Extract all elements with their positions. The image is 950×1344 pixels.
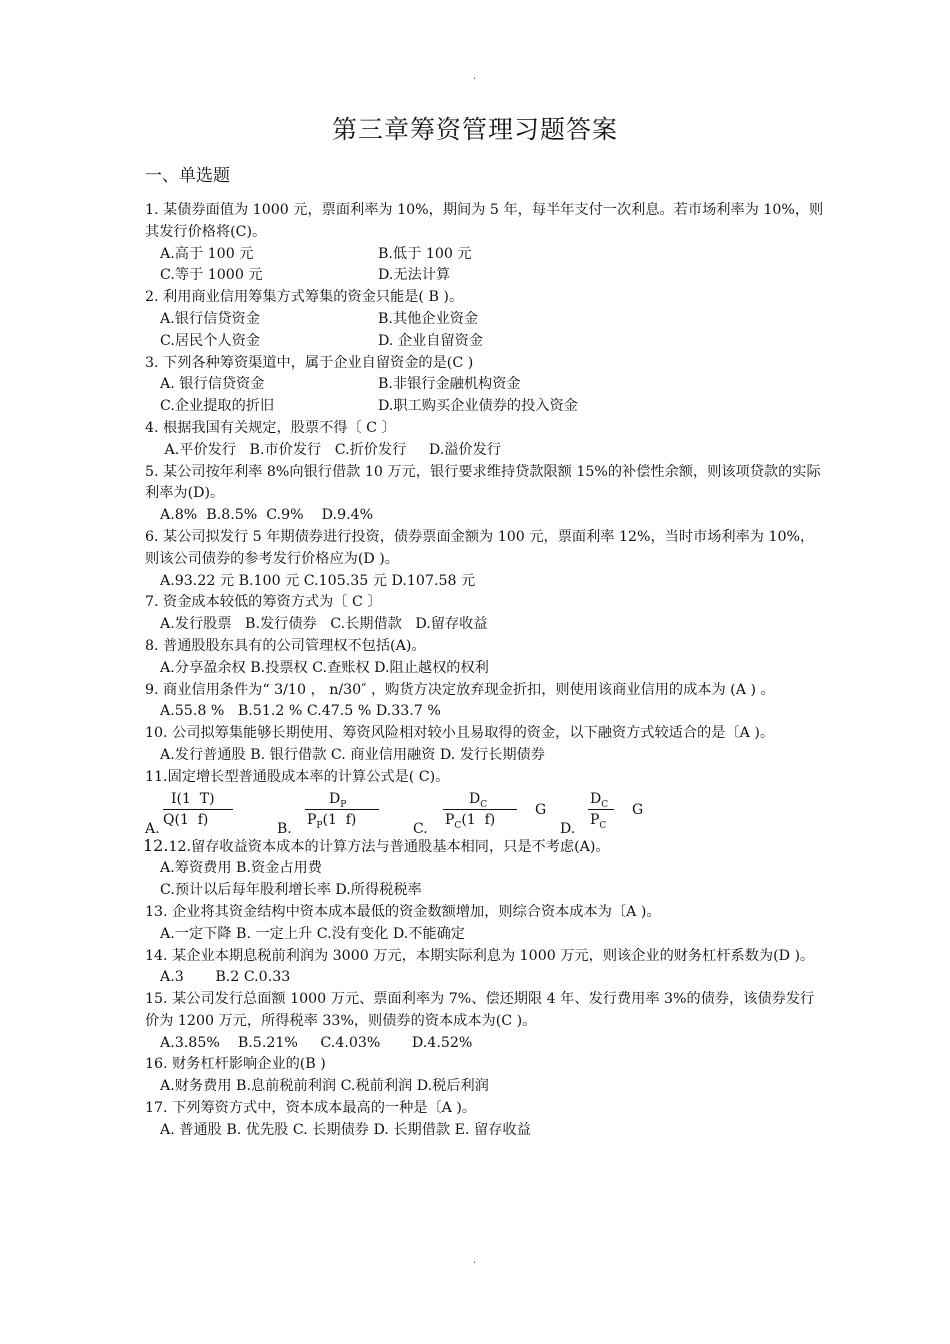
question-12-options-cd: C.预计以后每年股利增长率 D.所得税税率	[160, 882, 422, 899]
question-1-options-cd: C.等于 1000 元 D.无法计算	[160, 267, 451, 284]
section-heading: 一、单选题	[145, 166, 230, 186]
question-2-options-ab: A.银行信贷资金 B.其他企业资金	[160, 310, 479, 327]
question-2: 2. 利用商业信用筹集方式筹集的资金只能是( B )。	[145, 289, 464, 306]
question-4: 4. 根据我国有关规定，股票不得〔 C 〕	[145, 419, 396, 436]
question-2-options-cd: C.居民个人资金 D. 企业自留资金	[160, 332, 484, 349]
question-11: 11.固定增长型普通股成本率的计算公式是( C)。	[145, 768, 450, 785]
question-15-options: A.3.85% B.5.21% C.4.03% D.4.52%	[160, 1034, 473, 1051]
footer-dot: ·	[473, 1258, 477, 1269]
question-12-options-ab: A.筹资费用 B.资金占用费	[160, 860, 322, 877]
question-10-options: A.发行普通股 B. 银行借款 C. 商业信用融资 D. 发行长期债券	[160, 746, 545, 763]
question-6-options: A.93.22 元 B.100 元 C.105.35 元 D.107.58 元	[160, 572, 476, 589]
question-list	[145, 200, 825, 1142]
question-12: 12.12.留存收益资本成本的计算方法与普通股基本相同，只是不考虑(A)。	[143, 835, 610, 855]
question-17: 17. 下列筹资方式中，资本成本最高的一种是〔A )。	[145, 1100, 477, 1117]
question-6: 6. 某公司拟发行 5 年期债券进行投资，债券票面金额为 100 元，票面利率 12%，当时市场利率为 10%，则该公司债券的参考发行价格应为(D )。	[145, 528, 815, 567]
question-16: 16. 财务杠杆影响企业的(B )	[145, 1056, 326, 1073]
question-7: 7. 资金成本较低的筹资方式为〔 C 〕	[145, 594, 382, 611]
question-8-options: A.分享盈余权 B.投票权 C.查账权 D.阻止越权的权利	[160, 659, 489, 676]
question-15: 15. 某公司发行总面额 1000 万元、票面利率为 7%、偿还期限 4 年、发行费用率 3%的债券，该债券发行价为 1200 万元，所得税率 33%，则债券的资本成本为(C )。	[145, 991, 815, 1029]
question-16-options: A.财务费用 B.息前税前利润 C.税前利润 D.税后利润	[160, 1078, 489, 1095]
header-dot: ·	[473, 74, 477, 85]
question-9-options: A.55.8 % B.51.2 % C.47.5 % D.33.7 %	[160, 703, 441, 720]
question-7-options: A.发行股票 B.发行债券 C.长期借款 D.留存收益	[160, 616, 488, 633]
question-1: 1. 某债券面值为 1000 元，票面利率为 10%，期间为 5 年，每半年支付一次利息。若市场利率为 10%，则其发行价格将(C)。	[145, 202, 824, 240]
question-5-options: A.8% B.8.5% C.9% D.9.4%	[160, 507, 374, 524]
question-14-options: A.3 B.2 C.0.33	[160, 969, 291, 986]
question-9: 9. 商业信用条件为“ 3/10 ， n/30″ ，购货方决定放弃现金折扣，则使用该商业信用的成本为 (A ) 。	[145, 681, 775, 698]
question-13-options: A.一定下降 B. 一定上升 C.没有变化 D.不能确定	[160, 925, 465, 942]
question-13: 13. 企业将其资金结构中资本成本最低的资金数额增加，则综合资本成本为〔A )。	[145, 903, 661, 920]
question-3-options-cd: C.企业提取的折旧 D.职工购买企业债券的投入资金	[160, 398, 578, 415]
question-11-formulas: I(1 T) Q(1 f) A. $D_P$ $P_P(1$ f) B. $D_C$ $P_C(1$ f) G C. $D_C$ $P_C$ G D.	[145, 790, 644, 837]
question-5: 5. 某公司按年利率 8%向银行借款 10 万元，银行要求维持贷款限额 15%的补偿性余额，则该项贷款的实际利率为(D)。	[145, 463, 821, 502]
question-3-options-ab: A. 银行信贷资金 B.非银行金融机构资金	[160, 376, 521, 393]
question-1-options-ab: A.高于 100 元 B.低于 100 元	[160, 245, 472, 262]
page-title: 第三章筹资管理习题答案	[331, 115, 618, 144]
question-3: 3. 下列各种筹资渠道中，属于企业自留资金的是(C )	[145, 354, 474, 371]
question-17-options: A. 普通股 B. 优先股 C. 长期债券 D. 长期借款 E. 留存收益	[160, 1121, 531, 1138]
question-14: 14. 某企业本期息税前利润为 3000 万元，本期实际利息为 1000 万元，则该企业的财务杠杆系数为(D )。	[145, 947, 815, 964]
question-10: 10. 公司拟筹集能够长期使用、筹资风险相对较小且易取得的资金，以下融资方式较适合的是〔A )。	[145, 725, 775, 742]
question-8: 8. 普通股股东具有的公司管理权不包括(A)。	[145, 637, 426, 654]
question-4-options: A.平价发行 B.市价发行 C.折价发行 D.溢价发行	[160, 441, 502, 458]
